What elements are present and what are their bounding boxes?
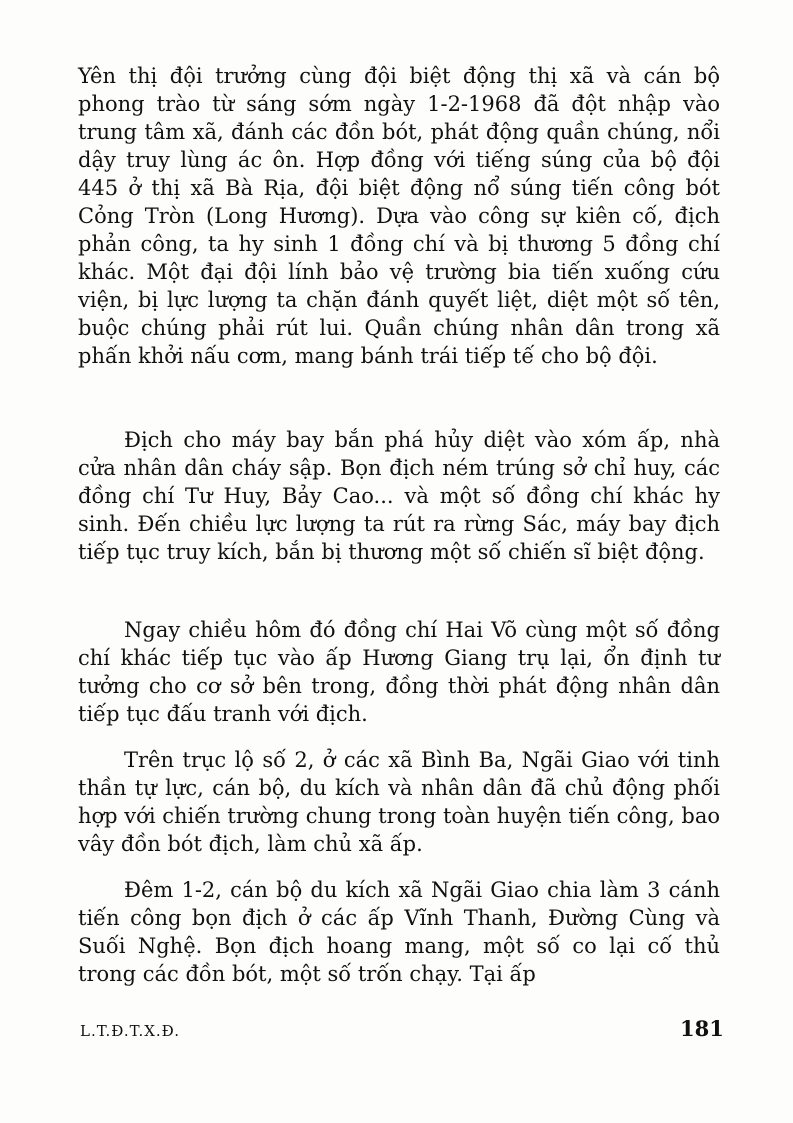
paragraph-4: Trên trục lộ số 2, ở các xã Bình Ba, Ngãi Giao với tinh thần tự lực, cán bộ, du kích và nhân dân đã chủ động phối hợp với chiến trường chung trong toàn huyện tiến công, bao vây đồn bót địch, làm chủ xã ấp. bbox=[78, 748, 720, 856]
paragraph-1: Yên thị đội trưởng cùng đội biệt động thị xã và cán bộ phong trào từ sáng sớm ngày 1-2-1968 đã đột nhập vào trung tâm xã, đánh các đồn bót, phát động quần chúng, nổi dậy truy lùng ác ôn. Hợp đồng với tiếng súng của bộ đội 445 ở thị xã Bà Rịa, đội biệt động nổ súng tiến công bót Cỏng Tròn (Long Hương). Dựa vào công sự kiên cố, địch phản công, ta hy sinh 1 đồng chí và bị thương 5 đồng chí khác. Một đại đội lính bảo vệ trường bia tiến xuống cứu viện, bị lực lượng ta chặn đánh quyết liệt, diệt một số tên, buộc chúng phải rút lui. Quần chúng nhân dân trong xã phấn khởi nấu cơm, mang bánh trái tiếp tế cho bộ đội. bbox=[78, 64, 720, 368]
page-number: 181 bbox=[680, 1016, 724, 1041]
paragraph-3: Ngay chiều hôm đó đồng chí Hai Võ cùng một số đồng chí khác tiếp tục vào ấp Hương Giang trụ lại, ổn định tư tưởng cho cơ sở bên trong, đồng thời phát động nhân dân tiếp tục đấu tranh với địch. bbox=[78, 618, 720, 726]
footer-publisher-mark: L.T.Đ.T.X.Đ. bbox=[80, 1022, 180, 1040]
paragraph-5: Đêm 1-2, cán bộ du kích xã Ngãi Giao chia làm 3 cánh tiến công bọn địch ở các ấp Vĩnh Thanh, Đường Cùng và Suối Nghệ. Bọn địch hoang mang, một số co lại cố thủ trong các đồn bót, một số trốn chạy. Tại ấp bbox=[78, 878, 720, 986]
paragraph-2: Địch cho máy bay bắn phá hủy diệt vào xóm ấp, nhà cửa nhân dân cháy sập. Bọn địch ném trúng sở chỉ huy, các đồng chí Tư Huy, Bảy Cao... và một số đồng chí khác hy sinh. Đến chiều lực lượng ta rút ra rừng Sác, máy bay địch tiếp tục truy kích, bắn bị thương một số chiến sĩ biệt động. bbox=[78, 428, 720, 564]
